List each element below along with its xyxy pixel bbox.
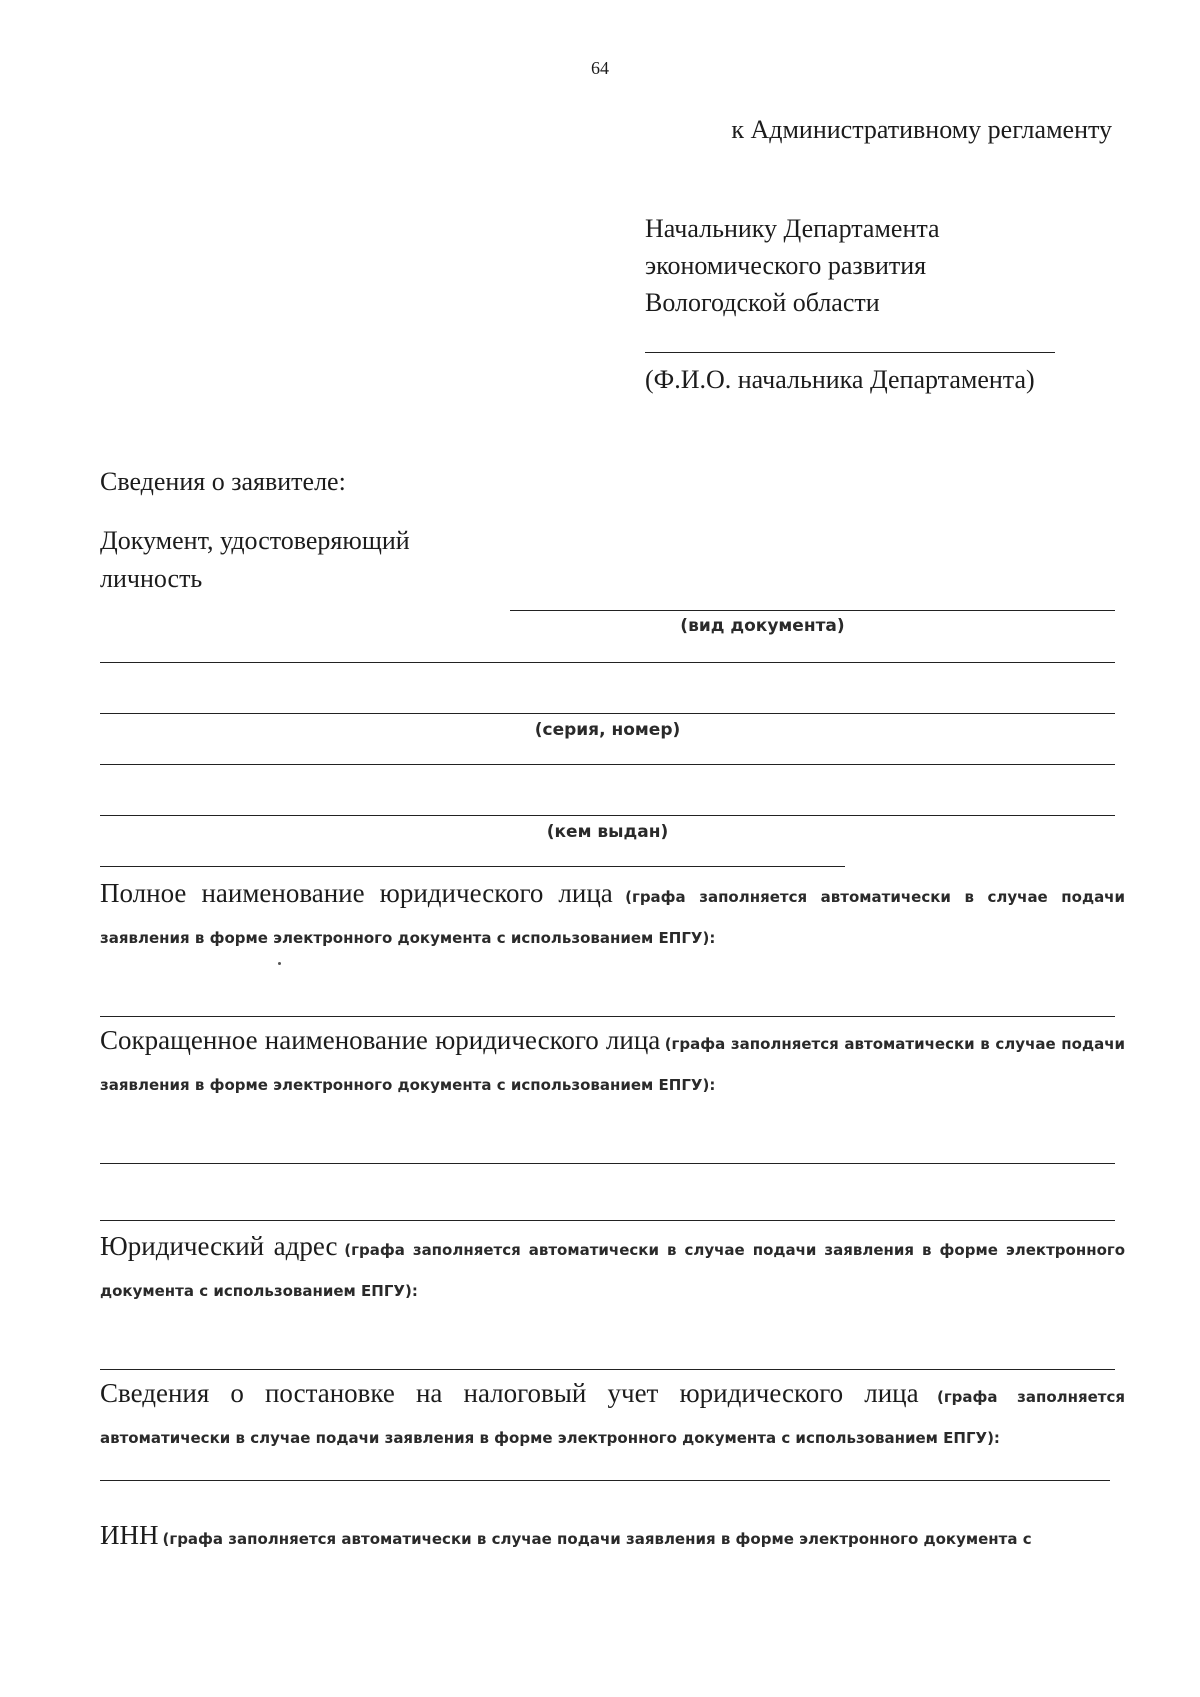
fio-blank-line[interactable] [645,352,1055,353]
full-name-note: (графа заполняется автоматически в случае подачи заявления в форме электронного документа с использованием ЕПГУ): [100,888,1125,947]
addressee-line-3: Вологодской области [645,288,880,317]
caption-document-type: (вид документа) [680,616,845,636]
id-document-label-line-2: личность [100,564,203,593]
page-number: 64 [591,58,609,78]
legal-address-line[interactable] [100,1369,1115,1370]
short-name-line-2[interactable] [100,1220,1115,1221]
caption-issued-by: (кем выдан) [546,822,669,842]
id-document-label-line-1: Документ, удостоверяющий [100,526,410,555]
id-document-label [100,522,410,598]
appendix-reference: к Административному регламенту [731,115,1112,144]
scan-dot [278,962,281,965]
issued-by-line[interactable] [100,815,1115,816]
inn-note: (графа заполняется автоматически в случае подачи заявления в форме электронного документа с [162,1530,1032,1548]
inn-label: ИНН [100,1520,159,1550]
short-name-line-1[interactable] [100,1163,1115,1164]
document-line-2[interactable] [100,662,1115,663]
document-type-line[interactable] [510,610,1115,611]
tax-registration-line[interactable] [100,1480,1110,1481]
tax-registration-note: (графа заполняется автоматически в случае подачи заявления в форме электронного документа с использованием ЕПГУ): [100,1388,1126,1447]
series-number-line[interactable] [100,713,1115,714]
document-line-4[interactable] [100,764,1115,765]
full-name-field [100,873,1125,959]
legal-address-note: (графа заполняется автоматически в случае подачи заявления в форме электронного документа с использованием ЕПГУ): [100,1241,1126,1300]
addressee-block [645,210,940,321]
inn-field [100,1515,1125,1560]
fio-caption: (Ф.И.О. начальника Департамента) [645,365,1035,394]
legal-address-label: Юридический адрес [100,1231,338,1261]
short-name-note: (графа заполняется автоматически в случае подачи заявления в форме электронного документа с использованием ЕПГУ): [100,1035,1126,1094]
caption-series-number: (серия, номер) [534,720,681,740]
legal-address-field [100,1226,1125,1312]
applicant-heading: Сведения о заявителе: [100,467,346,496]
tax-registration-field [100,1373,1125,1459]
addressee-line-2: экономического развития [645,251,927,280]
issued-by-line-2[interactable] [100,866,845,867]
short-name-label: Сокращенное наименование юридического лица [100,1025,661,1055]
full-name-line[interactable] [100,1016,1115,1017]
full-name-label: Полное наименование юридического лица [100,878,613,908]
addressee-line-1: Начальнику Департамента [645,214,940,243]
short-name-field [100,1020,1125,1106]
tax-registration-label: Сведения о постановке на налоговый учет юридического лица [100,1378,919,1408]
